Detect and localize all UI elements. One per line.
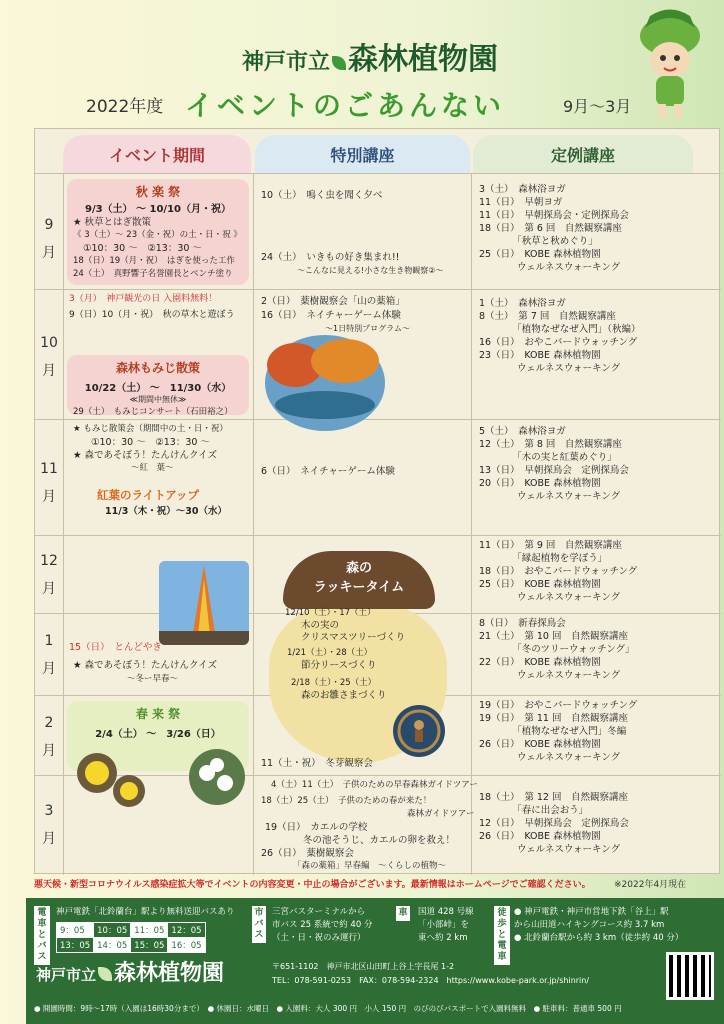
bus-tag: 市バス: [252, 906, 266, 943]
event-item: ★ もみじ散策会（期間中の土・日・祝）: [73, 424, 228, 434]
light-up-dates: 11/3（木・祝）〜30（水）: [105, 506, 228, 517]
column-header-regular: 定例講座: [473, 135, 693, 173]
lucky-item: 2/18（土）・25（土）: [291, 678, 377, 688]
special-item: 冬の池そうじ、カエルの卵を救え！: [303, 835, 456, 846]
divider: [253, 173, 254, 875]
autumn-pond-photo: [265, 335, 385, 431]
regular-january: 8（日） 新春探鳥会 21（土） 第 10 回 自然観察講座 「冬のツリーウォッチング」 22（日） KOBE 森林植物園 ウェルネスウォーキング: [479, 618, 635, 681]
lucky-time-title-b: ラッキータイム: [313, 580, 405, 595]
footer-logo: 神戸市立 森林植物園: [36, 960, 225, 986]
special-item: 2（日） 薬樹観察会「山の薬箱」: [261, 296, 405, 307]
lucky-item: 節分リースづくり: [301, 660, 377, 671]
momiji-walk-note: ≪期間中無休≫: [129, 395, 187, 404]
event-item: 24（土） 真野響子名誉園長とベンチ塗り: [73, 269, 233, 279]
doll-craft-photo: [393, 705, 445, 757]
regular-march: 18（土） 第 12 回 自然観察講座 「春に出会おう」 12（日） 早朝探鳥会 定例探鳥会 26（日） KOBE 森林植物園 ウェルネスウォーキング: [479, 792, 629, 855]
fiscal-year: 2022年度: [86, 97, 164, 117]
special-item: 6（日） ネイチャーゲーム体験: [261, 466, 395, 477]
event-item: 〜紅 葉〜: [131, 463, 174, 473]
covid-warning: 悪天候・新型コロナウイルス感染症拡大等でイベントの内容変更・中止の場合がございます。最新情報はホームページでご確認ください。: [34, 880, 591, 890]
momiji-walk-dates: 10/22（土） 〜 11/30（水）: [84, 383, 232, 394]
spring-flowers-photo: [67, 743, 249, 817]
divider: [35, 289, 721, 290]
special-item: 〜1日特別プログラム〜: [325, 324, 411, 333]
qr-code[interactable]: [666, 952, 714, 1000]
month-january: 1 月: [42, 633, 56, 677]
event-item: 9（日）10（月・祝） 秋の草木と遊ぼう: [69, 310, 235, 320]
bus-info: 三宮バスターミナルから 市バス 25 系統で約 40 分 （土・日・祝のみ運行）: [272, 907, 373, 943]
lucky-item: 1/21（土）・28（土）: [287, 648, 373, 658]
mascot-illustration: [630, 8, 710, 120]
special-item: 〜こんなに見える!小さな生き物観察②〜: [297, 266, 444, 275]
header: [0, 0, 724, 128]
month-november: 11 月: [40, 461, 58, 505]
month-february: 2 月: [42, 715, 56, 759]
momiji-walk-box: [67, 355, 249, 415]
special-item: 「森の薬箱」早春編 〜くらしの植物〜: [293, 861, 447, 871]
lucky-time-cap: [283, 551, 435, 609]
special-item: 24（土） いきもの好き集まれ!!: [261, 252, 400, 263]
spring-festival-title: 春 来 祭: [135, 707, 181, 721]
train-text: 神戸電鉄「北鈴蘭台」駅より無料送迎バスあり: [56, 907, 235, 917]
event-item: 〜冬ー早春〜: [127, 674, 179, 684]
train-tag: 電車とバス: [34, 906, 50, 965]
lucky-item: 12/10（土）・17（土）: [285, 608, 376, 618]
light-up-title: 紅葉のライトアップ: [97, 488, 200, 502]
logo-small: 神戸市立: [242, 49, 331, 75]
car-tag: 車: [396, 906, 410, 921]
spring-festival-dates: 2/4（土） 〜 3/26（日）: [95, 729, 221, 740]
opening-info: ● 開園時間：9時〜17時（入園は16時30分まで） ● 休園日：水曜日 ● 入園料：大人 300 円 小人 150 円 のびのびパスポートで入園料無料 ● 駐車料：普通車 500 円: [34, 1004, 622, 1013]
event-item: ★ 秋草とはぎ散策: [73, 217, 152, 228]
event-item: ★ 森であそぼう！たんけんクイズ: [73, 450, 217, 461]
month-december: 12 月: [40, 553, 58, 597]
car-info: 国道 428 号線 「小部峠」を 東へ約 2 km: [418, 907, 474, 943]
leaf-icon: [332, 56, 346, 70]
walk-tag: 徒歩と電車: [494, 906, 510, 965]
column-header-events: イベント期間: [63, 135, 251, 173]
event-item: ①10：30 〜 ②13：30 〜: [91, 437, 210, 448]
lucky-item: 森のお雛さまづくり: [301, 690, 387, 701]
special-item: 26（日） 薬樹観察会: [261, 848, 354, 859]
garden-logo: [242, 34, 498, 78]
divider: [471, 173, 472, 875]
special-item: 4（土）11（土） 子供のための早春森林ガイドツアー: [271, 780, 478, 790]
autumn-festival-dates: 9/3（土） 〜 10/10（月・祝）: [84, 204, 231, 215]
divider: [35, 173, 721, 174]
lucky-item: クリスマスツリーづくり: [301, 632, 406, 643]
bonfire-photo: [159, 561, 249, 645]
contact-info: TEL：078-591-0253 FAX：078-594-2324 https://www.kobe-park.or.jp/shinrin/: [272, 976, 590, 985]
event-item: 29（土） もみじコンサート（石田裕之）: [73, 407, 233, 417]
logo-big: 森林植物園: [348, 42, 499, 77]
page-title: イベントのごあんない: [185, 89, 506, 122]
lucky-time-title-a: 森の: [345, 561, 372, 576]
event-item: 15（日） とんどやき: [69, 642, 162, 653]
autumn-festival-box: [67, 179, 249, 285]
access-footer: [26, 898, 724, 1024]
regular-november: 5（土） 森林浴ヨガ 12（土） 第 8 回 自然観察講座 「木の実と紅葉めぐり」 13（日） 早朝探鳥会 定例探鳥会 20（日） KOBE 森林植物園 ウェルネスウォーキング: [479, 426, 629, 502]
regular-february: 19（日） おやこバードウォッチング 19（日） 第 11 回 自然観察講座 「植物なぜなぜ入門」冬編 26（日） KOBE 森林植物園 ウェルネスウォーキング: [479, 700, 638, 763]
momiji-walk-title: 森林もみじ散策: [115, 361, 200, 375]
period: 9月〜3月: [563, 97, 632, 116]
special-item: 19（日） カエルの学校: [265, 822, 368, 833]
month-october: 10 月: [40, 335, 58, 379]
special-item: 10（土） 鳴く虫を聞く夕べ: [261, 190, 383, 201]
regular-september: 3（土） 森林浴ヨガ 11（日） 早朝ヨガ 11（日） 早朝探鳥会・定例探鳥会 18（日） 第 6 回 自然観察講座 「秋草と秋めぐり」 25（日） KOBE 森林植物園 ウェルネスウォーキング: [479, 184, 629, 273]
event-item: 3（月） 神戸観光の日 入園料無料！: [69, 294, 218, 304]
autumn-festival-title: 秋 楽 祭: [135, 185, 181, 199]
special-item: 森林ガイドツアー: [407, 809, 475, 819]
shuttle-timetable: 9：05 10：05 11：05 12：05 13：05 14：05 15：05 16：05: [56, 922, 206, 953]
event-item: 《 3（土）〜 23（金・祝）の土・日・祝 》: [73, 230, 242, 240]
month-september: 9 月: [42, 217, 56, 261]
special-item: 16（日） ネイチャーゲーム体験: [261, 310, 401, 321]
event-item: ①10：30 〜 ②13：30 〜: [83, 243, 202, 254]
event-item: ★ 森であそぼう！たんけんクイズ: [73, 660, 217, 671]
lucky-item: 木の実の: [301, 620, 340, 631]
address: 〒651-1102 神戸市北区山田町上谷上字長尾 1-2: [272, 962, 455, 971]
special-item: 11（土・祝） 冬芽観察会: [261, 758, 373, 769]
as-of-date: ※2022年4月現在: [614, 880, 687, 890]
special-item: 18（土）25（土） 子供のための春が来た！: [261, 796, 432, 806]
event-calendar: [34, 128, 720, 874]
divider: [35, 535, 721, 536]
regular-december: 11（日） 第 9 回 自然観察講座 「縁起植物を学ぼう」 18（日） おやこバードウォッチング 25（日） KOBE 森林植物園 ウェルネスウォーキング: [479, 540, 638, 603]
regular-october: 1（土） 森林浴ヨガ 8（土） 第 7 回 自然観察講座 「植物なぜなぜ入門」（秋編） 16（日） おやこバードウォッチング 23（日） KOBE 森林植物園 ウェルネスウォーキング: [479, 298, 641, 374]
leaf-icon: [98, 967, 112, 981]
divider: [63, 173, 64, 875]
event-item: 18（日）19（月・祝） はぎを使った工作: [73, 256, 235, 266]
column-header-special: 特別講座: [255, 135, 470, 173]
month-march: 3 月: [42, 803, 56, 847]
walk-info: ● 神戸電鉄・神戸市営地下鉄「谷上」駅 から山田道ハイキングコース約 3.7 km ● 北鈴蘭台駅から約 3 km（徒歩約 40 分）: [514, 907, 684, 943]
